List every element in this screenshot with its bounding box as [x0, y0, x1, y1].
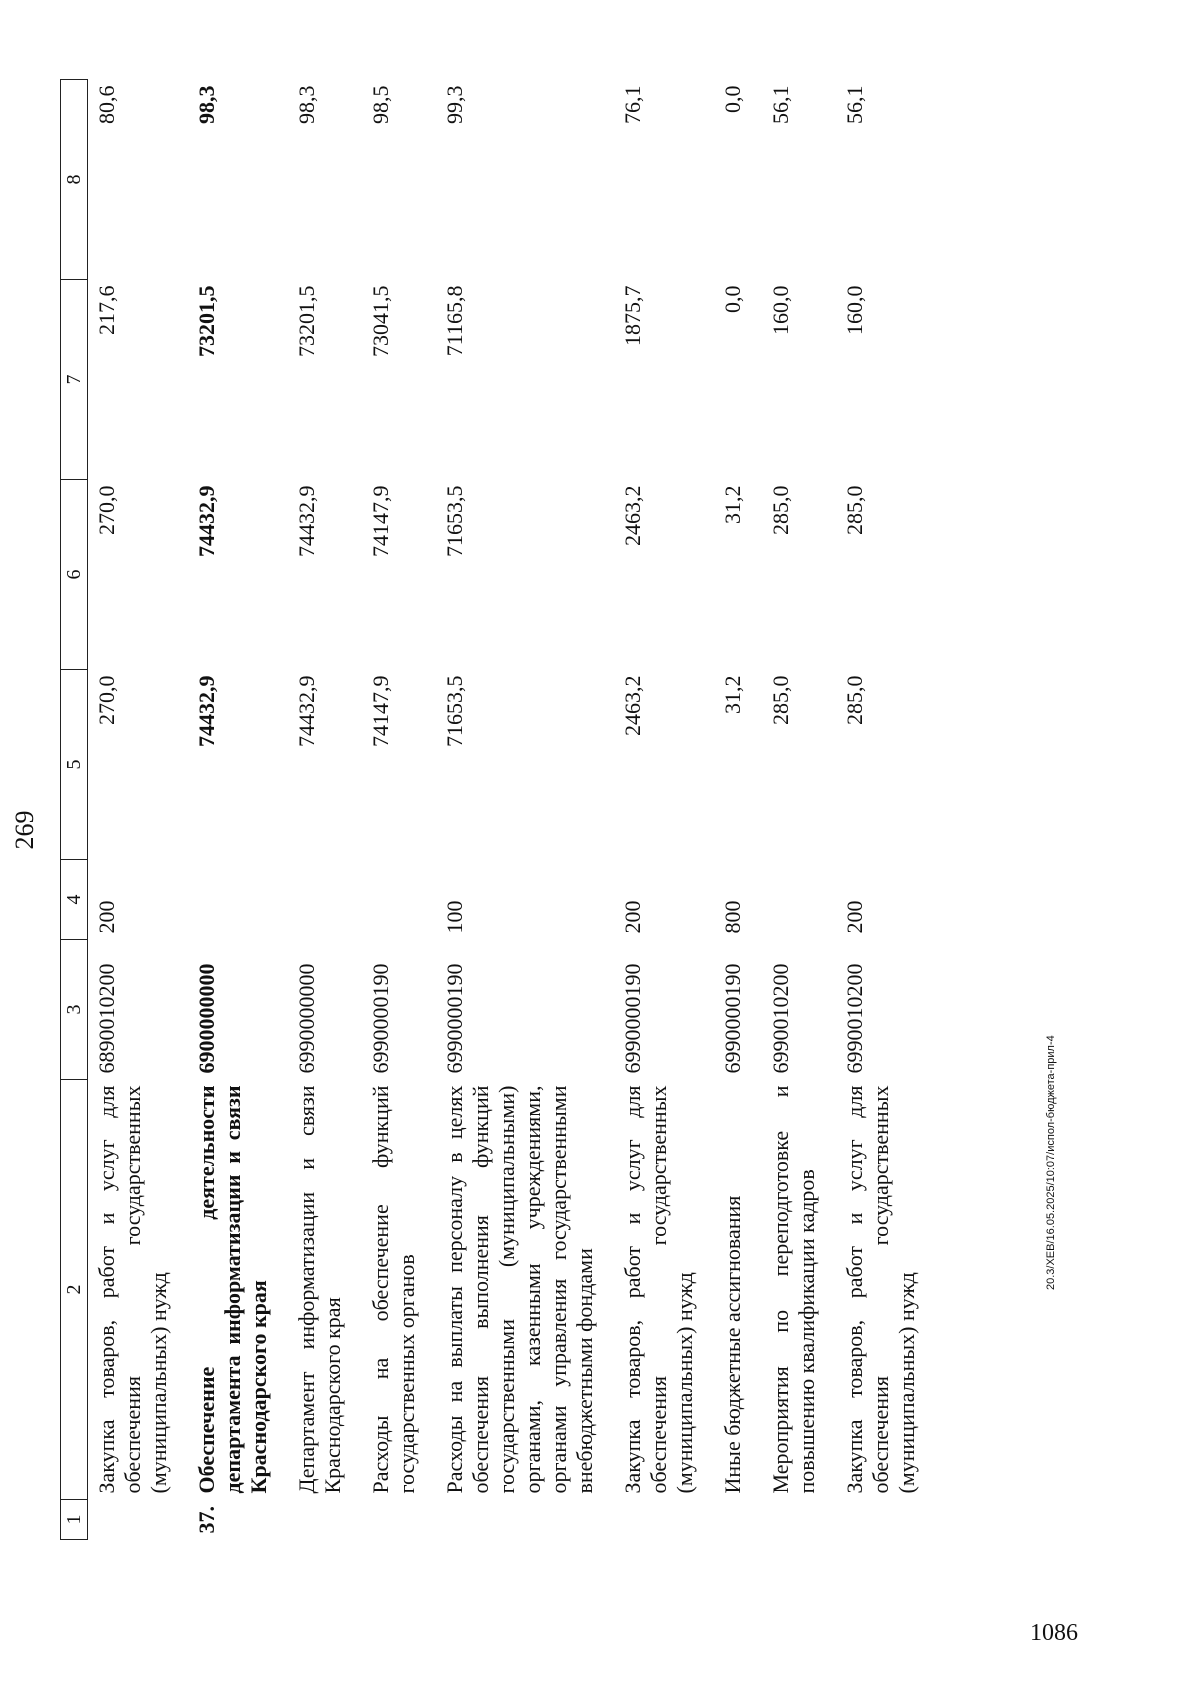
value-col7: 73041,5 — [368, 285, 393, 357]
column-header: 1 — [61, 1500, 88, 1540]
column-header: 8 — [61, 80, 88, 280]
table-body — [88, 80, 937, 1540]
value-col7: 217,6 — [94, 285, 119, 335]
sheet-number: 1086 — [1030, 1620, 1078, 1646]
value-col8: 98,3 — [194, 85, 219, 124]
column-header: 6 — [61, 480, 88, 670]
row-name: Обеспечение деятельности департамента информатизации и связи Краснодарского края — [194, 1085, 271, 1494]
column-header: 2 — [61, 1080, 88, 1500]
target-code: 6990000000 — [294, 963, 319, 1074]
row-number — [836, 1500, 936, 1540]
value-col5: 71653,5 — [442, 675, 467, 747]
target-code: 6990010200 — [842, 963, 867, 1074]
expense-type — [762, 860, 836, 940]
value-col5: 31,2 — [720, 675, 745, 714]
value-col8: 0,0 — [720, 85, 745, 113]
row-number — [288, 1500, 362, 1540]
target-code: 6890010200 — [94, 963, 119, 1074]
table-row — [188, 80, 288, 1540]
value-col5: 74432,9 — [194, 675, 219, 747]
value-col6: 71653,5 — [442, 485, 467, 557]
table-row — [436, 80, 614, 1540]
target-code: 6990000190 — [368, 963, 393, 1074]
row-number: 37. — [194, 1506, 219, 1534]
value-col8: 56,1 — [768, 85, 793, 124]
column-header: 7 — [61, 280, 88, 480]
row-name: Расходы на обеспечение функций государственных органов — [368, 1085, 419, 1494]
value-col7: 160,0 — [842, 285, 867, 335]
table-row — [714, 80, 762, 1540]
value-col6: 2463,2 — [620, 485, 645, 546]
row-name: Закупка товаров, работ и услуг для обеспечения государственных (муниципальных) нужд — [842, 1085, 919, 1494]
target-code: 6990000190 — [442, 963, 467, 1074]
row-number — [714, 1500, 762, 1540]
column-header: 4 — [61, 860, 88, 940]
expense-type — [188, 860, 288, 940]
page-number: 269 — [10, 810, 39, 850]
document-code: 20.3/XEB/16.05.2025/10:07/испол-бюджета-прил-4 — [1045, 1035, 1057, 1290]
value-col7: 71165,8 — [442, 285, 467, 357]
row-number — [762, 1500, 836, 1540]
row-number — [362, 1500, 436, 1540]
expense-type: 200 — [620, 900, 645, 934]
target-code: 6990010200 — [768, 963, 793, 1074]
value-col6: 31,2 — [720, 485, 745, 524]
table-row — [362, 80, 436, 1540]
value-col7: 0,0 — [720, 285, 745, 313]
value-col5: 285,0 — [768, 675, 793, 725]
row-name: Закупка товаров, работ и услуг для обеспечения государственных (муниципальных) нужд — [94, 1085, 171, 1494]
table-row — [762, 80, 836, 1540]
row-name: Департамент информатизации и связи Краснодарского края — [294, 1085, 345, 1494]
target-code: 6990000190 — [620, 963, 645, 1074]
value-col6: 74432,9 — [194, 485, 219, 557]
value-col5: 74147,9 — [368, 675, 393, 747]
value-col8: 98,5 — [368, 85, 393, 124]
value-col5: 2463,2 — [620, 675, 645, 736]
value-col8: 99,3 — [442, 85, 467, 124]
table-row — [836, 80, 936, 1540]
row-name: Мероприятия по переподготовке и повышению квалификации кадров — [768, 1085, 819, 1494]
value-col6: 74432,9 — [294, 485, 319, 557]
expense-type — [288, 860, 362, 940]
table-header — [61, 80, 88, 1540]
row-name: Закупка товаров, работ и услуг для обеспечения государственных (муниципальных) нужд — [620, 1085, 697, 1494]
value-col5: 74432,9 — [294, 675, 319, 747]
row-name: Расходы на выплаты персоналу в целях обеспечения выполнения функций государственными (муниципальными) органами, казенными учреждениями, органами управления государственными внебюджетными фондами — [442, 1085, 597, 1494]
value-col6: 285,0 — [768, 485, 793, 535]
column-header: 5 — [61, 670, 88, 860]
expense-type: 800 — [720, 900, 745, 934]
value-col7: 160,0 — [768, 285, 793, 335]
table-row — [288, 80, 362, 1540]
row-number — [88, 1500, 189, 1540]
value-col8: 80,6 — [94, 85, 119, 124]
value-col8: 76,1 — [620, 85, 645, 124]
value-col6: 74147,9 — [368, 485, 393, 557]
value-col7: 1875,7 — [620, 285, 645, 346]
value-col8: 98,3 — [294, 85, 319, 124]
rotated-page — [0, 60, 950, 1600]
row-name: Иные бюджетные ассигнования — [720, 1195, 745, 1494]
target-code: 6900000000 — [194, 963, 219, 1074]
value-col8: 56,1 — [842, 85, 867, 124]
expense-type: 100 — [442, 900, 467, 934]
table-row — [88, 80, 189, 1540]
column-header: 3 — [61, 940, 88, 1080]
budget-table — [60, 79, 936, 1540]
value-col6: 285,0 — [842, 485, 867, 535]
value-col7: 73201,5 — [194, 285, 219, 357]
expense-type: 200 — [842, 900, 867, 934]
row-number — [436, 1500, 614, 1540]
value-col5: 270,0 — [94, 675, 119, 725]
expense-type — [362, 860, 436, 940]
value-col5: 285,0 — [842, 675, 867, 725]
value-col6: 270,0 — [94, 485, 119, 535]
target-code: 6990000190 — [720, 963, 745, 1074]
value-col7: 73201,5 — [294, 285, 319, 357]
row-number — [614, 1500, 714, 1540]
expense-type: 200 — [94, 900, 119, 934]
table-row — [614, 80, 714, 1540]
